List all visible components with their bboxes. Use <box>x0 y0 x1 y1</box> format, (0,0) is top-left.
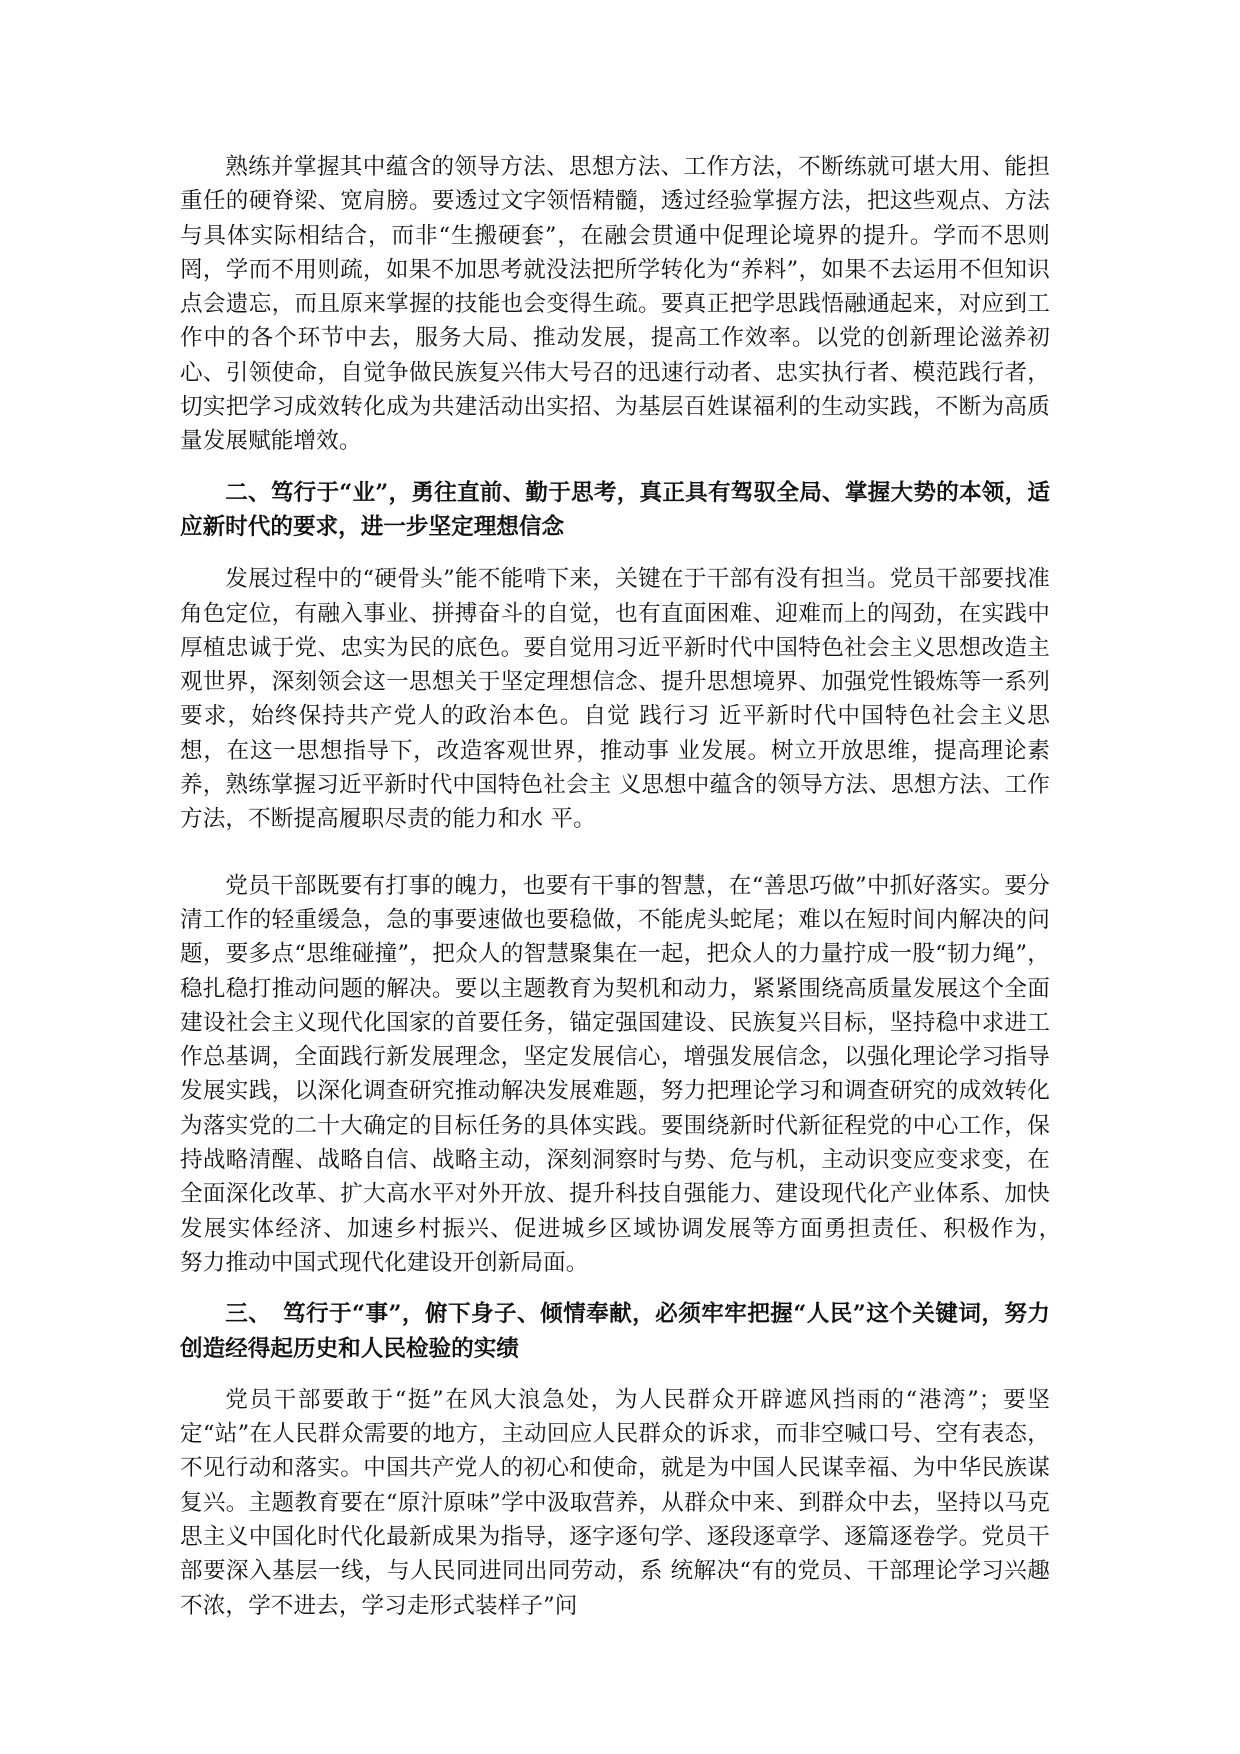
body-paragraph: 发展过程中的“硬骨头”能不能啃下来，关键在于干部有没有担当。党员干部要找准角色定位，有融入事业、拼搏奋斗的自觉，也有直面困难、迎难而上的闯劲，在实践中厚植忠诚于党、忠实为民的底色。要自觉用习近平新时代中国特色社会主义思想改造主观世界，深刻领会这一思想关于坚定理想信念、提升思想境界、加强党性锻炼等一系列要求，始终保持共产党人的政治本色。自觉 践行习 近平新时代中国特色社会主义思想，在这一思想指导下，改造客观世界，推动事 业发展。树立开放思维，提高理论素养，熟练掌握习近平新时代中国特色社会主 义思想中蕴含的领导方法、思想方法、工作方法，不断提高履职尽责的能力和水 平。 <box>180 566 1050 833</box>
paragraph-gap <box>180 544 1050 562</box>
body-paragraph: 党员干部既要有打事的魄力，也要有干事的智慧，在“善思巧做”中抓好落实。要分清工作的轻重缓急，急的事要速做也要稳做，不能虎头蛇尾；难以在短时间内解决的问题，要多点“思维碰撞”，把众人的智慧聚集在一起，把众人的力量拧成一股“韧力绳”，稳扎稳打推动问题的解决。要以主题教育为契机和动力，紧紧围绕高质量发展这个全面建设社会主义现代化国家的首要任务，锚定强国建设、民族复兴目标，坚持稳中求进工作总基调，全面践行新发展理念，坚定发展信心，增强发展信念，以强化理论学习指导发展实践，以深化调查研究推动解决发展难题，努力把理论学习和调查研究的成效转化为落实党的二十大确定的目标任务的具体实践。要围绕新时代新征程党的中心工作，保持战略清醒、战略自信、战略主动，深刻洞察时与势、危与机，主动识变应变求变，在全面深化改革、扩大高水平对外开放、提升科技自强能力、建设现代化产业体系、加快发展实体经济、加速乡村振兴、促进城乡区域协调发展等方面勇担责任、积极作为， 努力推动中国式现代化建设开创新局面。 <box>180 872 1073 1276</box>
paragraph-gap <box>180 1366 1050 1383</box>
paragraph-gap <box>180 459 1050 476</box>
body-paragraph: 党员干部要敢于“挺”在风大浪急处，为人民群众开辟遮风挡雨的“港湾”；要坚定“站”在人民群众需要的地方，主动回应人民群众的诉求，而非空喊口号、空有表态，不见行动和落实。中国共产党人的初心和使命，就是为中国人民谋幸福、为中华民族谋复兴。主题教育要在“原汁原味”学中汲取营养，从群众中来、到群众中去，坚持以马克思主义中国化时代化最新成果为指导，逐字逐句学、逐段逐章学、逐篇逐卷学。党员干部要深入基层一线，与人民同进同出同劳动，系 统解决“有的党员、干部理论学习兴趣不浓，学不进去，学习走形式装样子”问 <box>180 1386 1050 1619</box>
paragraph-gap <box>180 837 1050 869</box>
paragraph-gap <box>180 1280 1050 1297</box>
body-paragraph: 熟练并掌握其中蕴含的领导方法、思想方法、工作方法，不断练就可堪大用、能担重任的硬脊梁、宽肩膀。要透过文字领悟精髓，透过经验掌握方法，把这些观点、方法与具体实际相结合，而非“生搬硬套”，在融会贯通中促理论境界的提升。学而不思则罔，学而不用则疏，如果不加思考就没法把所学转化为“养料”，如果不去运用不但知识点会遗忘，而且原来掌握的技能也会变得生疏。要真正把学思践悟融通起来，对应到工作中的各个环节中去，服务大局、推动发展，提高工作效率。以党的创新理论滋养初心、引领使命，自觉争做民族复兴伟大号召的迅速行动者、忠实执行者、模范践行者，切实把学习成效转化成为共建活动出实招、为基层百姓谋福利的生动实践，不断为高质量发展赋能增效。 <box>180 154 1050 455</box>
section-heading: 二、笃行于“业”，勇往直前、勤于思考，真正具有驾驭全局、掌握大势的本领，适应新时代的要求，进一步坚定理想信念 <box>180 479 1050 540</box>
document-page <box>180 150 1073 1623</box>
section-heading: 三、 笃行于“事”，俯下身子、倾情奉献，必须牢牢把握“人民”这个关键词，努力创造经得起历史和人民检验的实绩 <box>180 1301 1050 1362</box>
